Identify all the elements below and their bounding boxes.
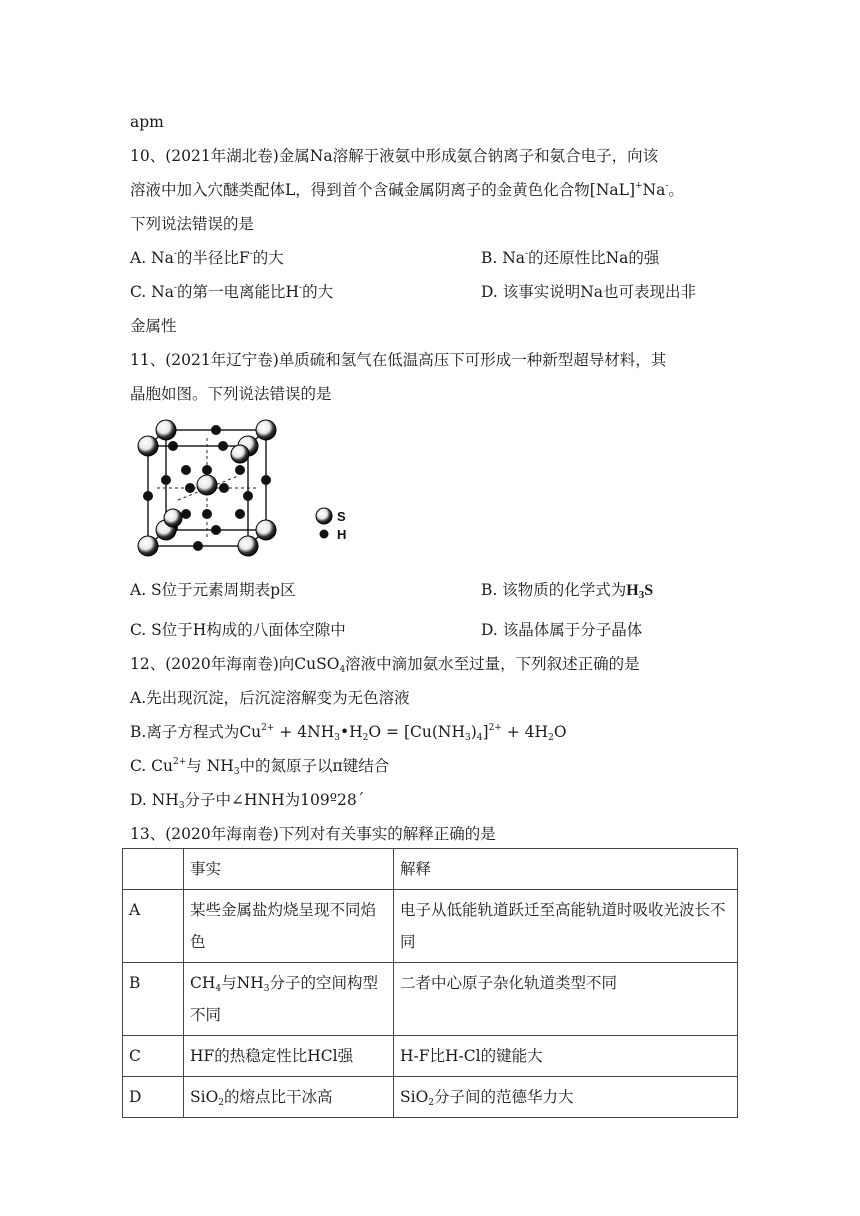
row-key: D: [123, 1077, 184, 1118]
q11-option-a: A. S位于元素周期表p区: [130, 581, 296, 599]
table-row: [123, 1036, 738, 1077]
row-fact: HF的热稳定性比HCl强: [184, 1036, 394, 1077]
row-key: C: [123, 1036, 184, 1077]
legend-s-icon: [316, 508, 332, 524]
row-key: A: [123, 890, 184, 963]
row-fact: $CH_4$与$NH_3$分子的空间构型不同: [184, 963, 394, 1036]
q10-option-a: A. Na-的半径比F-的大: [130, 249, 284, 267]
q10-stem-line2: 溶液中加入穴醚类配体L，得到首个含碱金属阴离子的金黄色化合物[NaL]+Na-。: [130, 181, 684, 199]
q10-stem-line1: 10、(2021年湖北卷)金属Na溶解于液氨中形成氨合钠离子和氨合电子，向该: [130, 147, 659, 165]
q12-option-a: A.先出现沉淀，后沉淀溶解变为无色溶液: [130, 689, 410, 707]
row-explanation: SiO$_2$分子间的范德华力大: [394, 1077, 738, 1118]
legend-s-label: S: [337, 509, 346, 524]
q13-stem: 13、(2020年海南卷)下列对有关事实的解释正确的是: [130, 825, 496, 843]
row-fact: 某些金属盐灼烧呈现不同焰色: [184, 890, 394, 963]
legend-h-label: H: [337, 527, 347, 542]
row-explanation: 电子从低能轨道跃迁至高能轨道时吸收光波长不同: [394, 890, 738, 963]
q12-option-d: D. $NH_3$分子中∠HNH为109º28´: [130, 791, 365, 811]
table-header-row: [123, 849, 738, 890]
q11-option-b: B. 该物质的化学式为$H_3S$: [481, 581, 654, 601]
top-text: apm: [130, 113, 164, 131]
row-explanation: 二者中心原子杂化轨道类型不同: [394, 963, 738, 1036]
legend-h-icon: [320, 530, 329, 539]
table-row: [123, 963, 738, 1036]
q12-option-c: C. $Cu^{2+}$与 $NH_3$中的氮原子以π键结合: [130, 757, 390, 777]
header-cell: 解释: [394, 849, 738, 890]
table-row: [123, 890, 738, 963]
q10-stem-line3: 下列说法错误的是: [130, 215, 255, 233]
q12-option-b: B.离子方程式为$Cu^{2+}$ + $4NH_3•H_2O = [Cu(NH_3)_4]^{2+} + 4H_2O$: [130, 723, 567, 743]
row-fact: SiO$_2$的熔点比干冰高: [184, 1077, 394, 1118]
header-cell: [123, 849, 184, 890]
q10-option-b: B. Na-的还原性比Na的强: [481, 249, 660, 267]
q11-option-c: C. S位于H构成的八面体空隙中: [130, 621, 346, 639]
row-key: B: [123, 963, 184, 1036]
q13-table: [122, 848, 738, 1118]
crystal-cell-figure: [128, 410, 368, 558]
q12-stem: 12、(2020年海南卷)向CuSO$_4$溶液中滴加氨水至过量，下列叙述正确的是: [130, 655, 640, 675]
q10-option-d-cont: 金属性: [130, 317, 177, 335]
q11-stem-line1: 11、(2021年辽宁卷)单质硫和氢气在低温高压下可形成一种新型超导材料，其: [130, 351, 667, 369]
table-row: [123, 1077, 738, 1118]
q10-option-c: C. Na-的第一电离能比H-的大: [130, 283, 334, 301]
q11-option-d: D. 该晶体属于分子晶体: [481, 621, 643, 639]
row-explanation: H-F比H-Cl的键能大: [394, 1036, 738, 1077]
header-cell: 事实: [184, 849, 394, 890]
q10-option-d: D. 该事实说明Na也可表现出非: [481, 283, 697, 301]
q11-stem-line2: 晶胞如图。下列说法错误的是: [130, 385, 332, 403]
